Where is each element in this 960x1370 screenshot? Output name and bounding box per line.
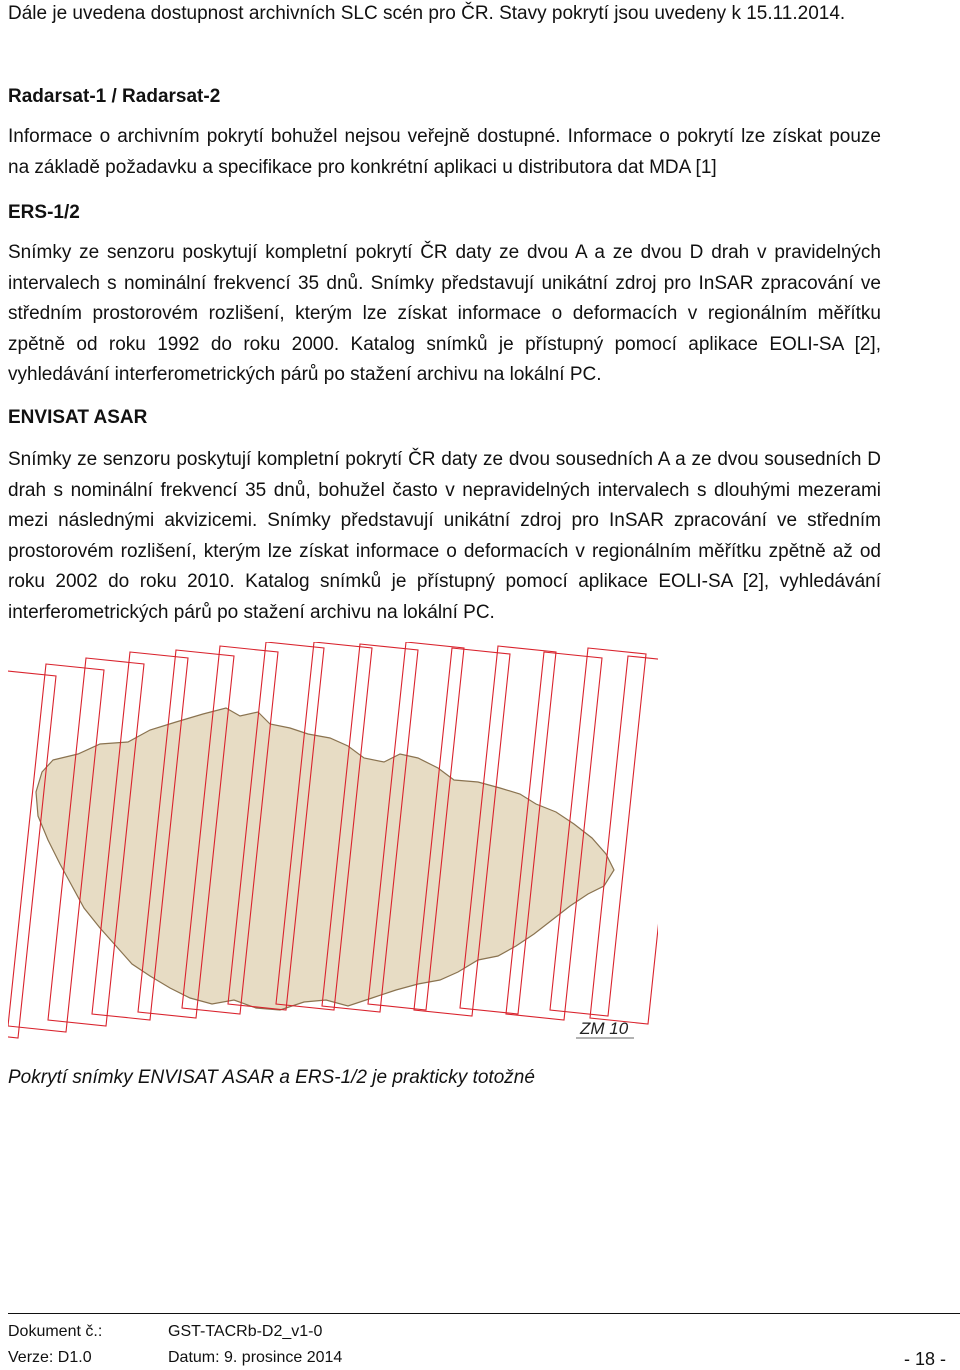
footer-divider [8,1313,960,1314]
envisat-paragraph: Snímky ze senzoru poskytují kompletní pokrytí ČR daty ze dvou sousedních A a ze dvou sousedních D drah s nominální frekvencí 35 dnů, bohužel často v nepravidelných intervalech s dlouhými mezerami mezi následnými akvizicemi. Snímky představují unikátní zdroj pro InSAR zpracování ve středním prostorovém rozlišení, kterým lze získat informace o deformacích v regionálním měřítku zpětně až od roku 2002 do roku 2010. Katalog snímků je přístupný pomocí aplikace EOLI-SA [2], vyhledávání interferometrických párů po stažení archivu na lokální PC. [8,449,881,623]
figure-caption: Pokrytí snímky ENVISAT ASAR a ERS-1/2 je prakticky totožné [8,1067,535,1088]
figure-stamp: ZM 10 [580,1019,629,1038]
intro-text: Dále je uvedena dostupnost archivních SLC scén pro ČR. Stavy pokrytí jsou uvedeny k 15.11.2014. [8,3,846,24]
footer-date: Datum: 9. prosince 2014 [168,1349,343,1366]
ers-heading: ERS-1/2 [8,202,80,223]
radarsat-paragraph: Informace o archivním pokrytí bohužel nejsou veřejně dostupné. Informace o pokrytí lze získat pouze na základě požadavku a specifikace pro konkrétní aplikaci u distributora dat MDA [1] [8,126,881,178]
footer-doc-value: GST-TACRb-D2_v1-0 [168,1323,323,1340]
ers-paragraph: Snímky ze senzoru poskytují kompletní pokrytí ČR daty ze dvou A a ze dvou D drah v pravidelných intervalech s nominální frekvencí 35 dnů. Snímky představují unikátní zdroj pro InSAR zpracování ve středním prostorovém rozlišení, kterým lze získat informace o deformacích v regionálním měřítku zpětně od roku 1992 do roku 2000. Katalog snímků je přístupný pomocí aplikace EOLI-SA [2], vyhledávání interferometrických párů po stažení archivu na lokální PC. [8,242,881,385]
radarsat-heading: Radarsat-1 / Radarsat-2 [8,86,221,107]
envisat-heading: ENVISAT ASAR [8,407,148,428]
footer-page-number: - 18 - [904,1349,947,1369]
coverage-map [8,642,658,1047]
footer-version: Verze: D1.0 [8,1349,92,1366]
coverage-map-figure [8,642,658,1047]
footer-doc-label: Dokument č.: [8,1323,103,1340]
